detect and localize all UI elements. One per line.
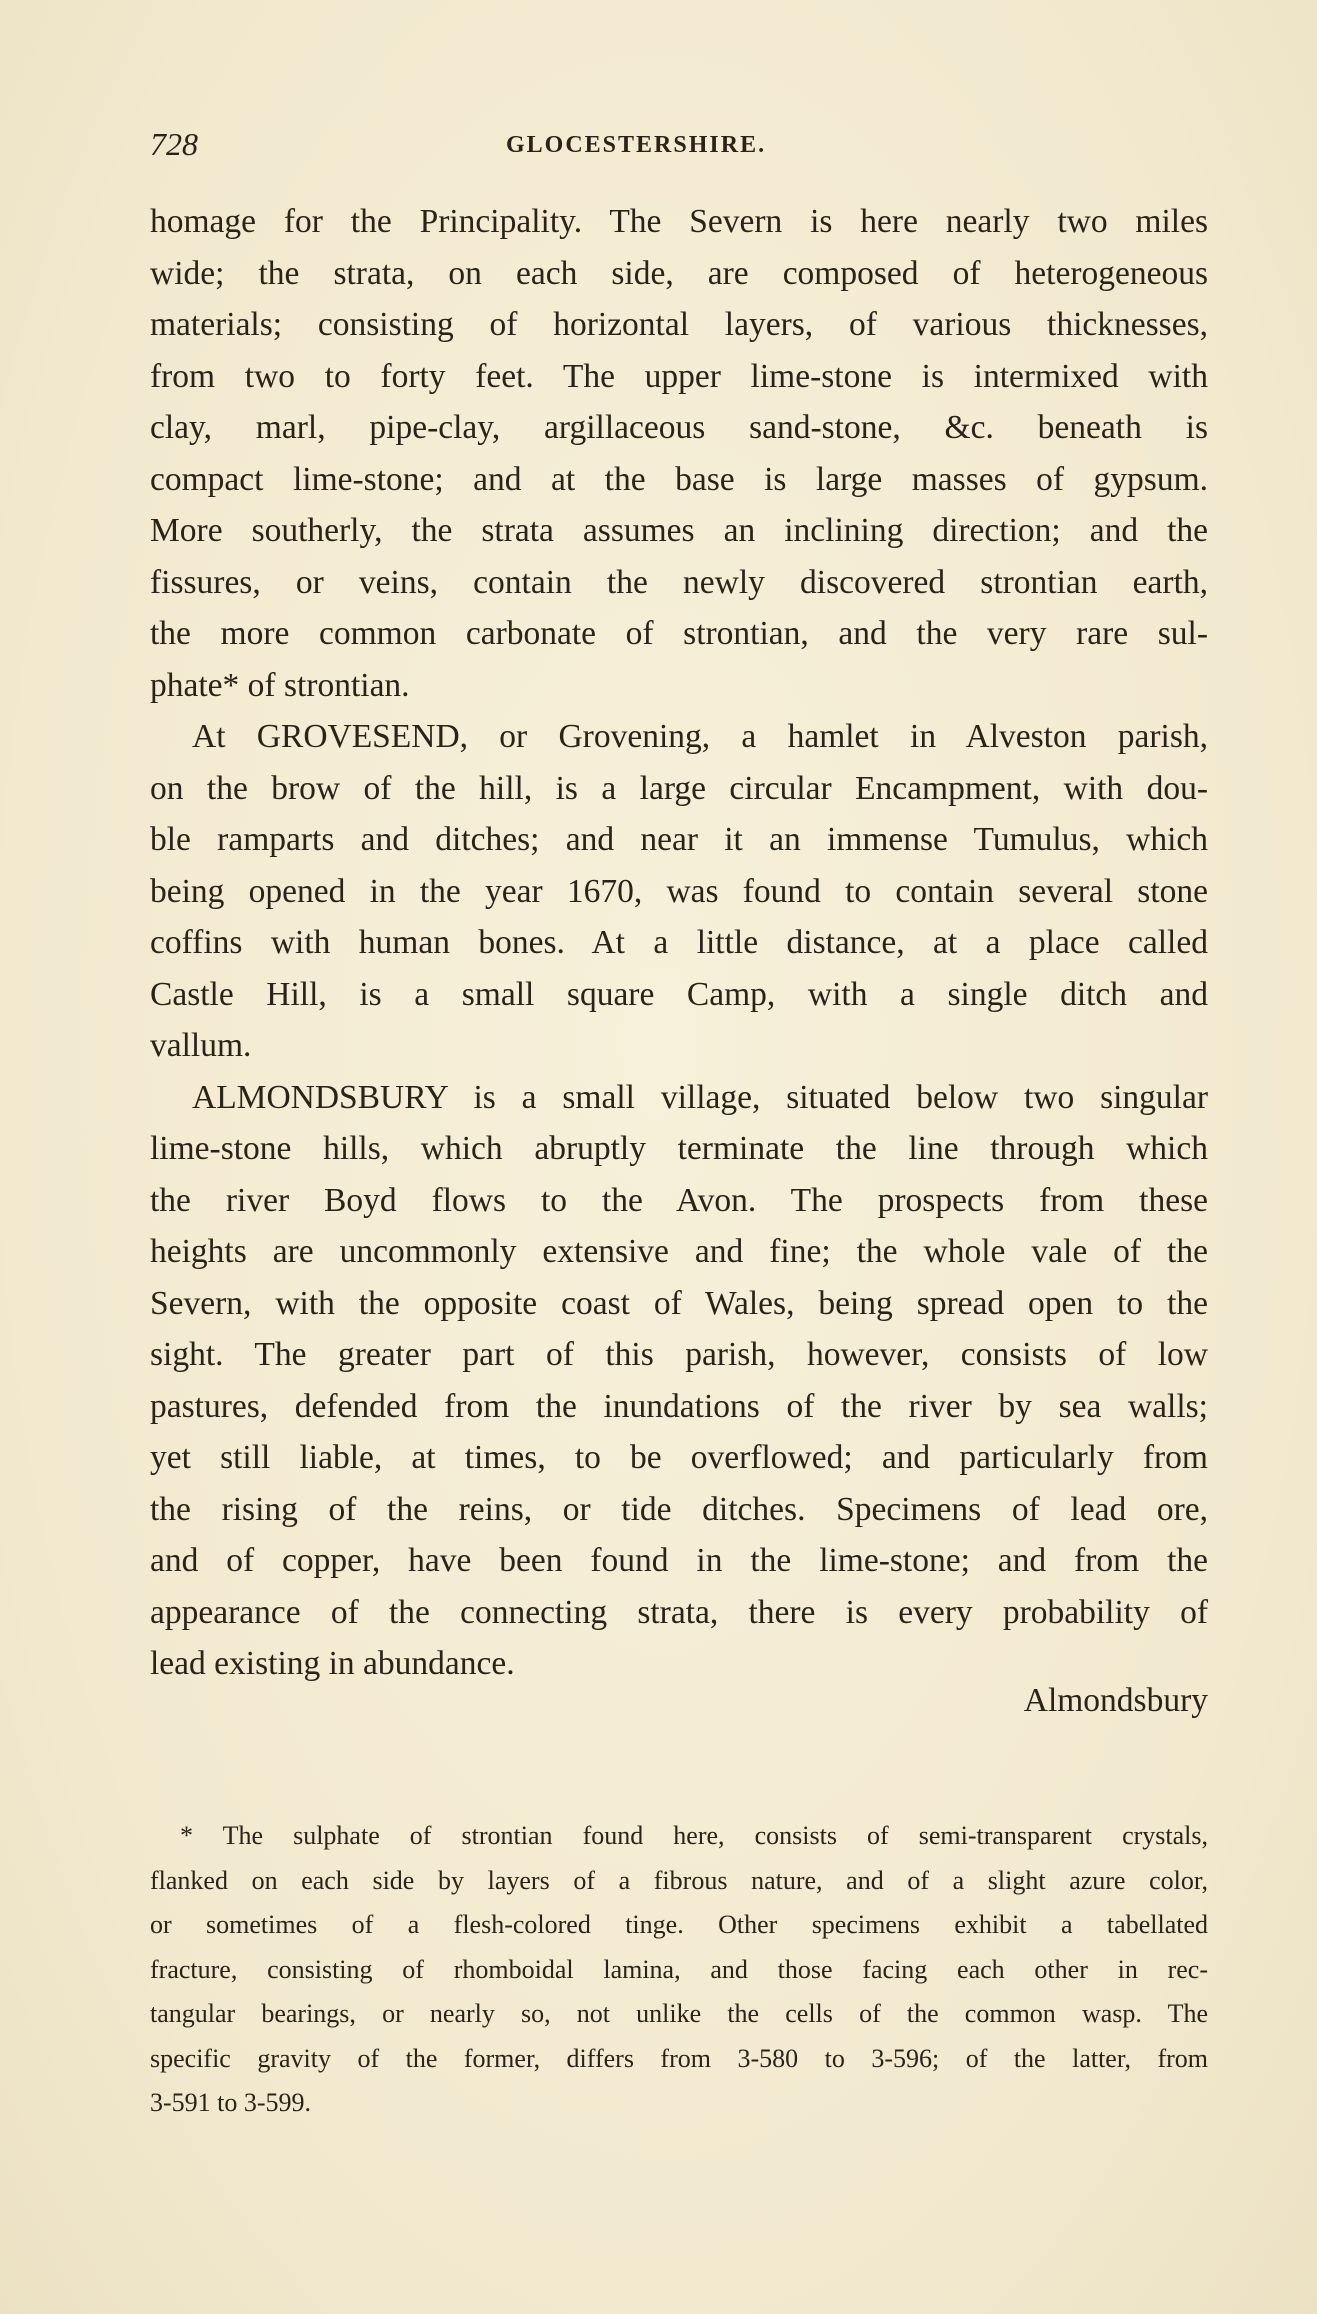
footnote-line: or sometimes of a flesh-colored tinge. Other specimens exhibit a tabellated (150, 1910, 1208, 1939)
text-line: fissures, or veins, contain the newly discovered strontian earth, (150, 563, 1208, 601)
text-line: clay, marl, pipe-clay, argillaceous sand-stone, &c. beneath is (150, 409, 1208, 446)
text-line: and of copper, have been found in the lime-stone; and from the (150, 1542, 1208, 1579)
footnote-line: fracture, consisting of rhomboidal lamina, and those facing each other in rec- (150, 1954, 1208, 1984)
text-line: materials; consisting of horizontal layers, of various thicknesses, (150, 306, 1208, 343)
footnote-line: tangular bearings, or nearly so, not unlike the cells of the common wasp. The (150, 1999, 1208, 2028)
footnote-line: specific gravity of the former, differs from 3-580 to 3-596; of the latter, from (150, 2043, 1208, 2073)
footnote-line: flanked on each side by layers of a fibrous nature, and of a slight azure color, (150, 1865, 1208, 1895)
text-line: yet still liable, at times, to be overflowed; and particularly from (150, 1439, 1208, 1476)
text-line: on the brow of the hill, is a large circular Encampment, with dou- (150, 769, 1208, 807)
text-line: coffins with human bones. At a little distance, at a place called (150, 924, 1208, 961)
running-title: GLOCESTERSHIRE. (506, 132, 767, 158)
text-line: being opened in the year 1670, was found to contain several stone (150, 872, 1208, 910)
text-line: lime-stone hills, which abruptly terminate the line through which (150, 1130, 1208, 1167)
text-line: wide; the strata, on each side, are composed of heterogeneous (150, 254, 1208, 292)
text-line: compact lime-stone; and at the base is large masses of gypsum. (150, 460, 1208, 498)
text-line: the more common carbonate of strontian, and the very rare sul- (150, 615, 1208, 652)
page-header (150, 126, 1220, 166)
text-line: vallum. (150, 1027, 252, 1064)
text-line: pastures, defended from the inundations of the river by sea walls; (150, 1387, 1208, 1425)
text-line: the rising of the reins, or tide ditches. Specimens of lead ore, (150, 1490, 1208, 1528)
text-line: More southerly, the strata assumes an inclining direction; and the (150, 512, 1208, 549)
text-line: At GROVESEND, or Grovening, a hamlet in Alveston parish, (192, 718, 1208, 755)
text-line: sight. The greater part of this parish, however, consists of low (150, 1336, 1208, 1373)
text-line: from two to forty feet. The upper lime-stone is intermixed with (150, 357, 1208, 395)
text-line: appearance of the connecting strata, there is every probability of (150, 1593, 1208, 1631)
catchword: Almondsbury (1023, 1682, 1208, 1719)
footnote (150, 1814, 1208, 2126)
text-line: Severn, with the opposite coast of Wales, being spread open to the (150, 1284, 1208, 1322)
text-line: Castle Hill, is a small square Camp, with a single ditch and (150, 975, 1208, 1013)
text-line: homage for the Principality. The Severn is here nearly two miles (150, 203, 1208, 240)
text-line: ALMONDSBURY is a small village, situated below two singular (192, 1078, 1208, 1116)
page-number: 728 (150, 126, 198, 162)
text-line: the river Boyd flows to the Avon. The prospects from these (150, 1181, 1208, 1219)
footnote-line: * The sulphate of strontian found here, consists of semi-transparent crystals, (180, 1821, 1208, 1850)
text-line: heights are uncommonly extensive and fine; the whole vale of the (150, 1233, 1208, 1270)
text-line: phate* of strontian. (150, 666, 410, 704)
body-text (150, 196, 1208, 1690)
text-line: ble ramparts and ditches; and near it an immense Tumulus, which (150, 821, 1208, 858)
text-line: lead existing in abundance. (150, 1645, 515, 1682)
footnote-line: 3-591 to 3-599. (150, 2088, 312, 2117)
